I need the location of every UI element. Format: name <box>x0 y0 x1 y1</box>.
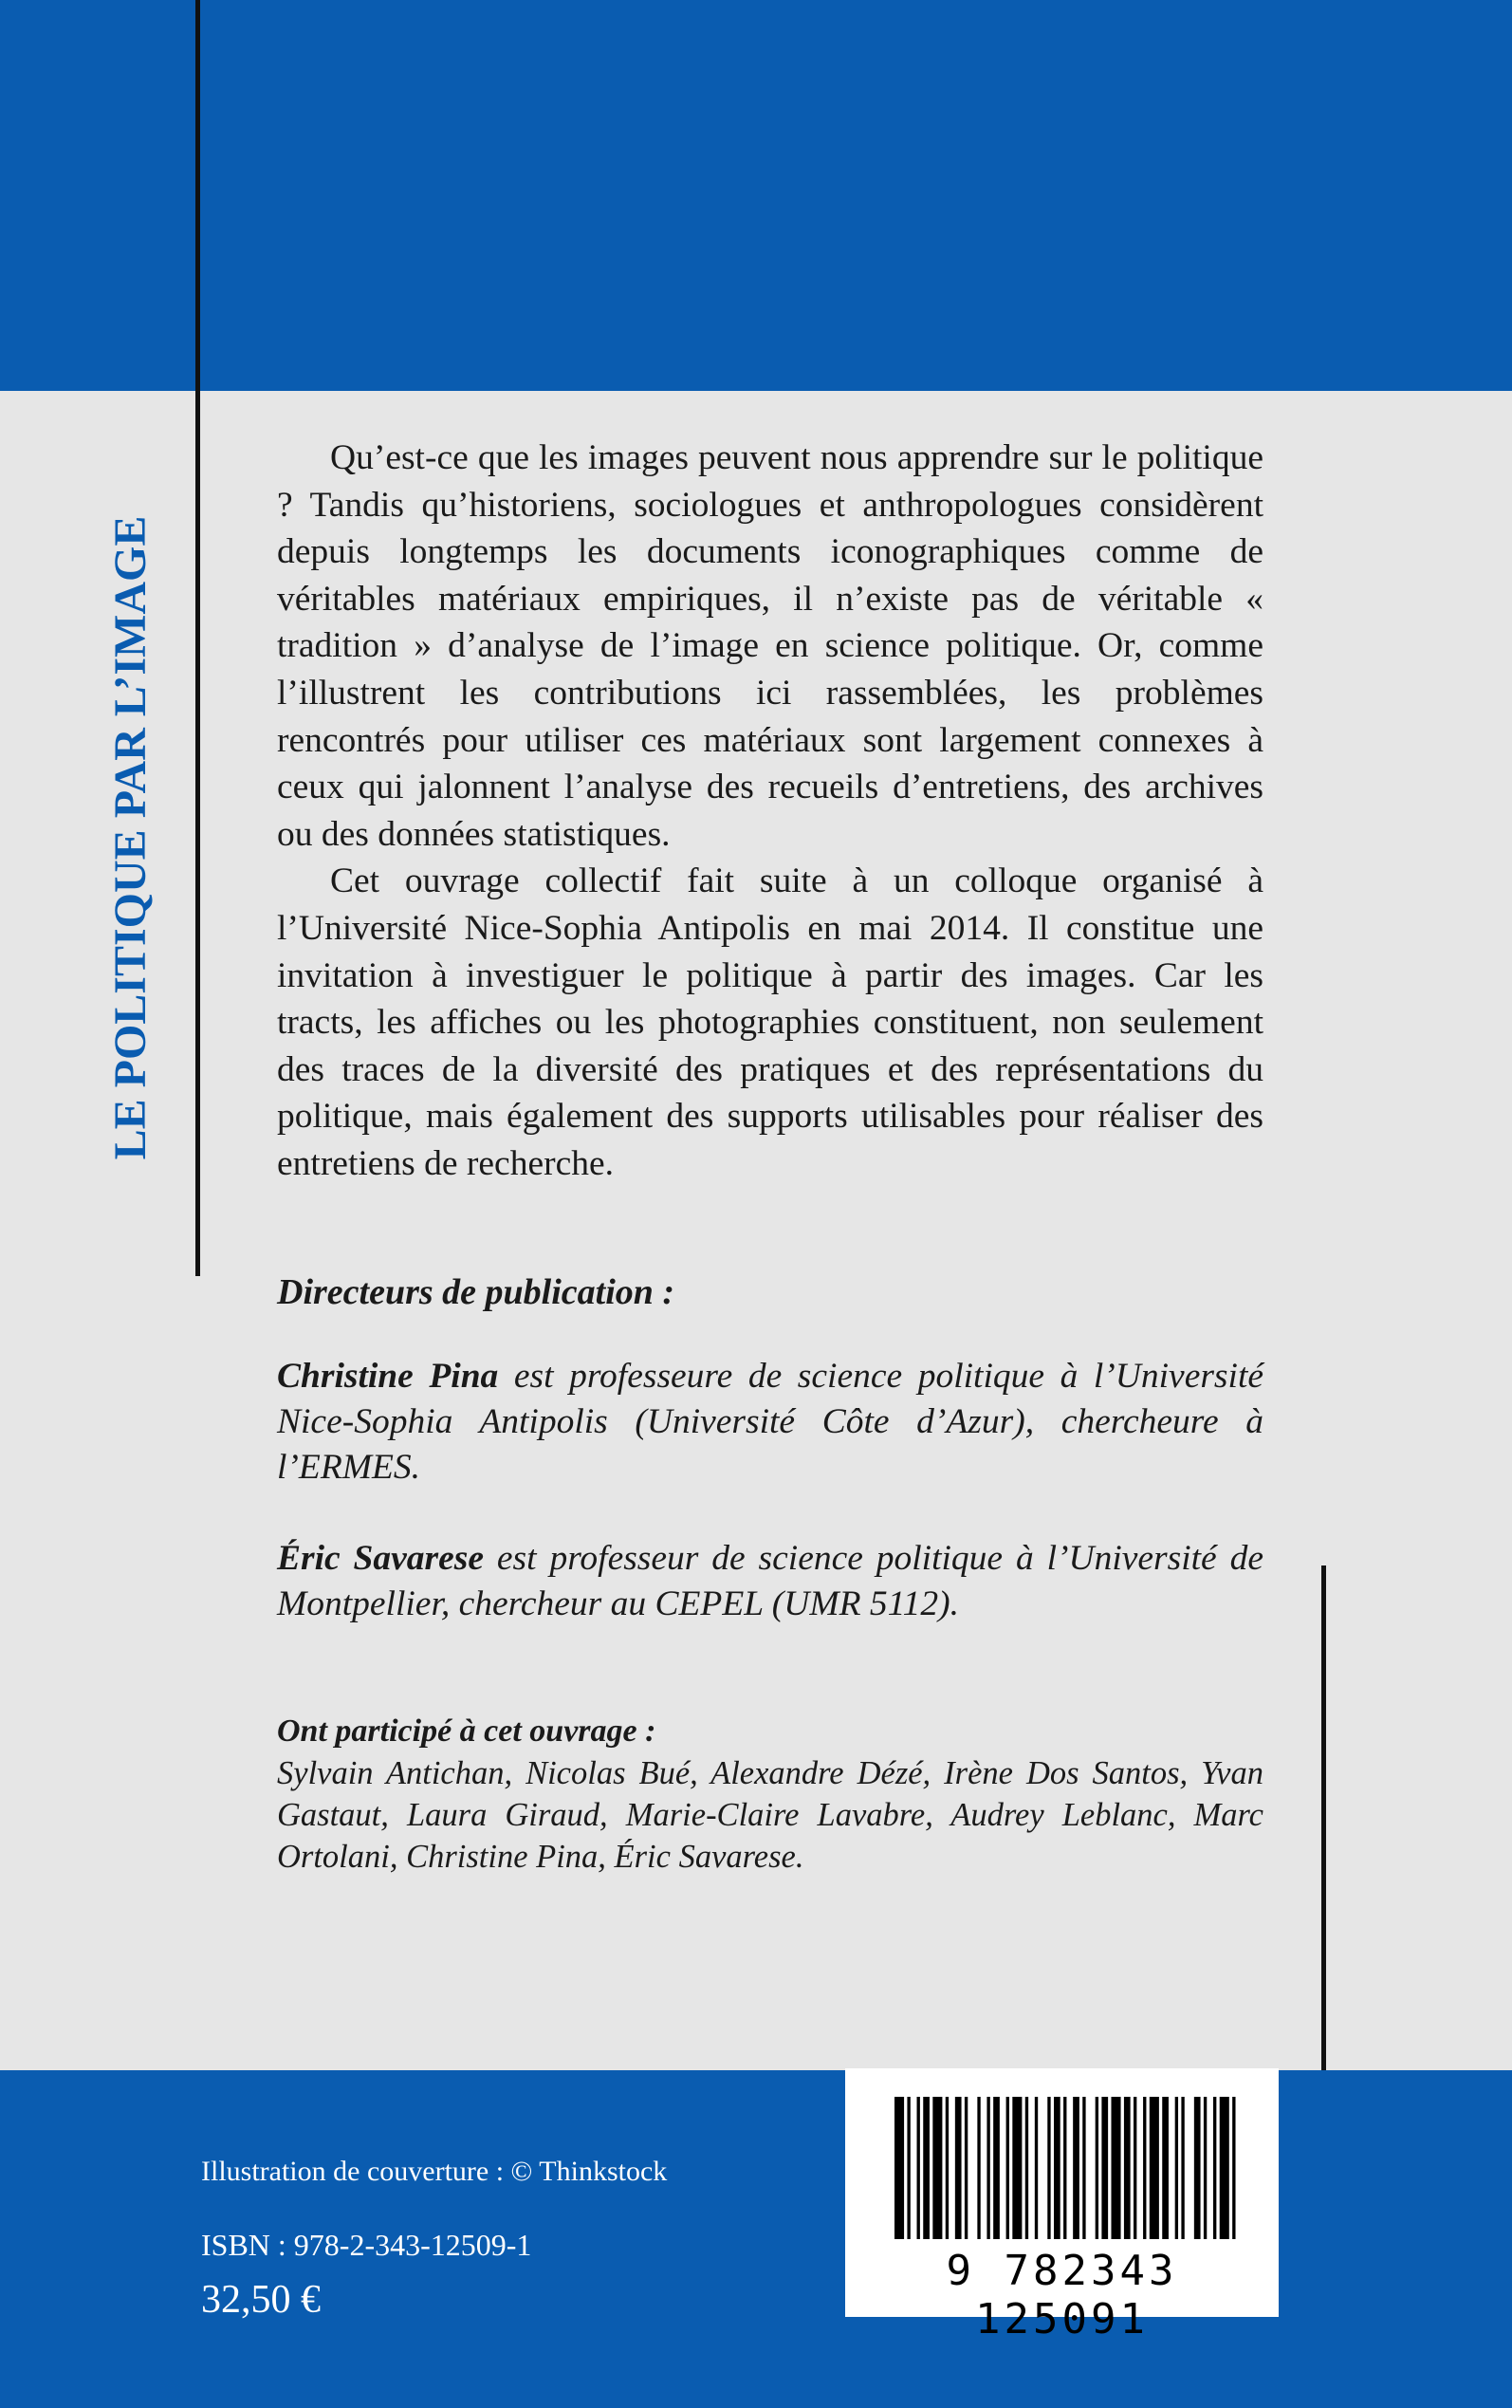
barcode-bar <box>894 2097 904 2239</box>
editors-heading: Directeurs de publication : <box>277 1271 675 1312</box>
editor-text-pina: est professeure de science politique à l’Université Nice-Sophia Antipolis (Université Côte d’Azur), chercheure à l’ERMES. <box>277 1356 1264 1487</box>
contributors-list: Sylvain Antichan, Nicolas Bué, Alexandre Dézé, Irène Dos Santos, Yvan Gastaut, Laura Giraud, Marie-Claire Lavabre, Audrey Leblanc, Marc Ortolani, Christine Pina, Éric Savarese. <box>277 1754 1263 1875</box>
barcode-bar <box>993 2097 1000 2239</box>
barcode-bar <box>1006 2097 1009 2239</box>
barcode-bar <box>1111 2097 1120 2239</box>
barcode-bar <box>1073 2097 1079 2239</box>
barcode-bar <box>1162 2097 1169 2239</box>
barcode-bar <box>1063 2097 1066 2239</box>
barcode-bar <box>917 2097 920 2239</box>
barcode-bar <box>1143 2097 1146 2239</box>
blurb-paragraph-1: Qu’est-ce que les images peuvent nous apprendre sur le politique ? Tandis qu’historiens, sociologues et anthropologues considèrent depuis longtemps les documents iconographiques comme de véritables matériaux empiriques, il n’existe pas de véritable « tradition » d’analyse de l’image en science politique. Or, comme l’illustrent les contributions ici rassemblées, les problèmes rencontrés pour utiliser ces matériaux sont largement connexes à ceux qui jalonnent l’analyse des recueils d’entretiens, des archives ou des données statistiques. <box>277 438 1263 854</box>
editor-text-savarese: est professeur de science politique à l’Université de Montpellier, chercheur au CEPEL (UMR 5112). <box>277 1538 1263 1623</box>
back-cover-content <box>277 435 1263 1878</box>
barcode-bar <box>1047 2097 1050 2239</box>
isbn: ISBN : 978-2-343-12509-1 <box>201 2228 532 2262</box>
barcode-bar <box>1213 2097 1216 2239</box>
barcode-bar <box>1124 2097 1131 2239</box>
barcode-bar <box>955 2097 962 2239</box>
blurb-paragraph-2: Cet ouvrage collectif fait suite à un colloque organisé à l’Université Nice-Sophia Antipolis en mai 2014. Il constitue une invitation à investiguer le politique à partir des images. Car les tracts, les affiches ou les photographies constituent, non seulement des traces de la diversité des pratiques et des représentations du politique, mais également des supports utilisables pour réaliser des entretiens de recherche. <box>277 861 1263 1183</box>
editor-bio-savarese <box>277 1536 1263 1627</box>
barcode-bar <box>965 2097 968 2239</box>
barcode-bar <box>1134 2097 1136 2239</box>
barcode-bar <box>977 2097 980 2239</box>
left-vertical-rule <box>195 0 200 1276</box>
barcode-bar <box>907 2097 910 2239</box>
barcode-bar <box>1082 2097 1085 2239</box>
barcode-bar <box>1220 2097 1229 2239</box>
editor-name-pina: Christine Pina <box>277 1356 499 1396</box>
barcode-bar <box>1101 2097 1108 2239</box>
barcode-bar <box>1025 2097 1028 2239</box>
barcode-bar <box>1150 2097 1159 2239</box>
barcode-bar <box>1181 2097 1184 2239</box>
contributors-heading: Ont participé à cet ouvrage : <box>277 1713 656 1749</box>
barcode-bar <box>1035 2097 1038 2239</box>
barcode-bar <box>1096 2097 1098 2239</box>
barcode-digits: 9 782343 125091 <box>946 2247 1178 2343</box>
spine-title: LE POLITIQUE PAR L’IMAGE <box>105 515 156 1160</box>
barcode-bar <box>1204 2097 1207 2239</box>
barcode-bar <box>946 2097 949 2239</box>
barcode-bar <box>1232 2097 1235 2239</box>
barcode-bar <box>1194 2097 1201 2239</box>
barcode-bar <box>932 2097 942 2239</box>
price: 32,50 € <box>201 2278 321 2322</box>
barcode-bar <box>923 2097 930 2239</box>
barcode <box>845 2068 1279 2343</box>
cover-illustration-credit: Illustration de couverture : © Thinkstock <box>201 2156 668 2187</box>
barcode-bar <box>1012 2097 1022 2239</box>
barcode-bar <box>1054 2097 1060 2239</box>
barcode-bar <box>986 2097 989 2239</box>
editor-bio-pina <box>277 1354 1263 1491</box>
editor-name-savarese: Éric Savarese <box>277 1538 485 1578</box>
top-blue-band <box>0 0 1512 391</box>
barcode-bar <box>1175 2097 1178 2239</box>
